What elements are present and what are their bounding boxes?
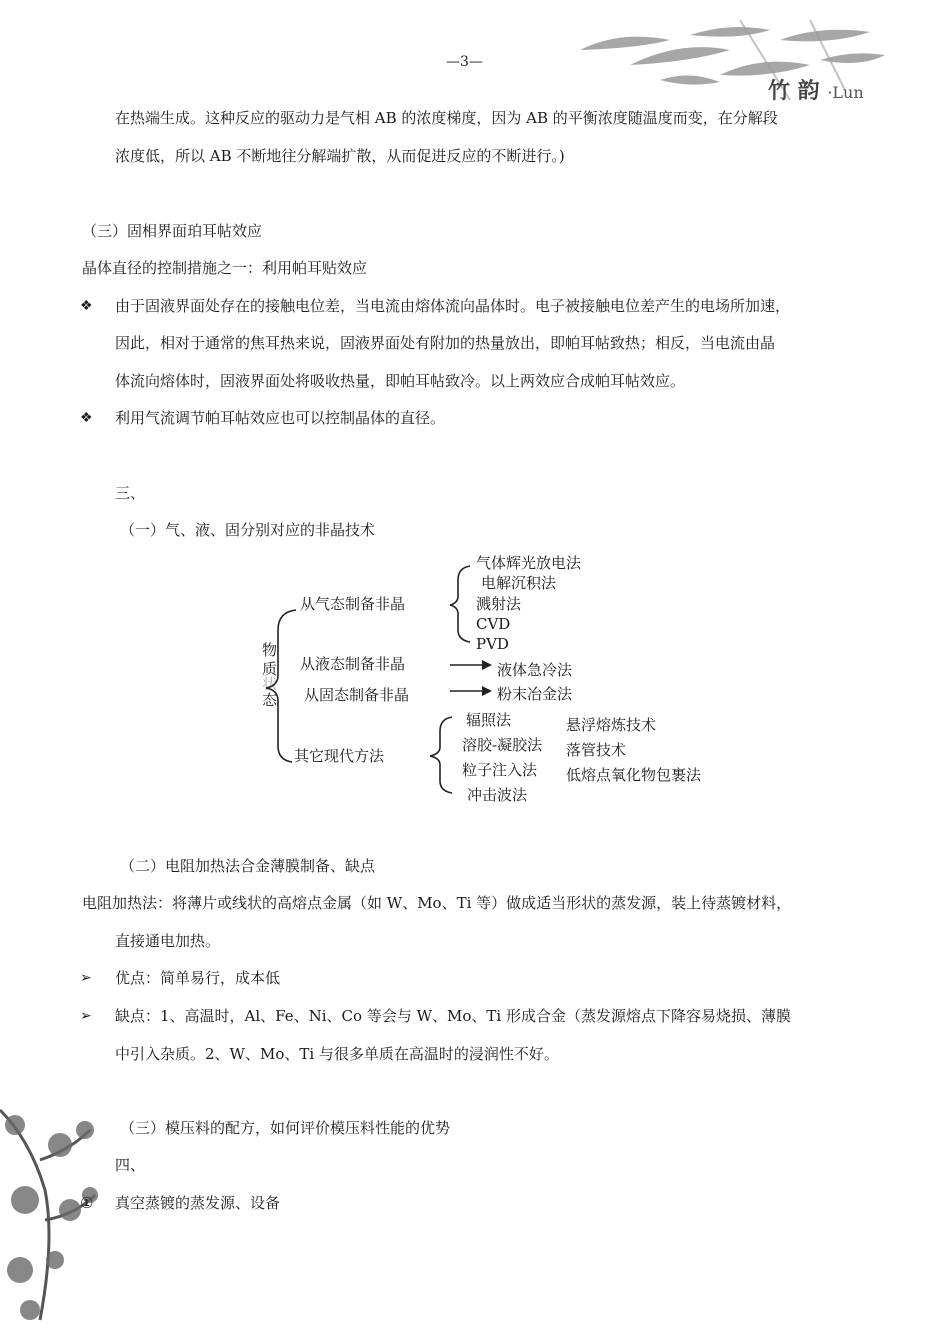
- gas-method: 电解沉积法: [481, 574, 557, 592]
- solid-branch-label: 从固态制备非晶: [304, 686, 410, 704]
- other-method: 辐照法: [466, 711, 512, 729]
- definition-line: 电阻加热法：将薄片或线状的高熔点金属（如 W、Mo、Ti 等）做成适当形状的蒸发源，装上待蒸镀材料，: [82, 894, 792, 912]
- section-title: 四、: [115, 1156, 146, 1174]
- other-method: 落管技术: [566, 741, 627, 759]
- disadvantage-line: 缺点：1、高温时，Al、Fe、Ni、Co 等会与 W、Mo、Ti 形成合金（蒸发源熔点下降容易烧损、薄膜: [115, 1007, 791, 1025]
- root-label-char: 质: [262, 660, 278, 678]
- other-brace: [430, 717, 452, 793]
- solid-arrow-head: [482, 686, 492, 696]
- other-method: 粒子注入法: [462, 761, 538, 779]
- diamond-bullet-icon: ❖: [80, 410, 93, 426]
- circled-number-icon: ①: [80, 1194, 94, 1212]
- diamond-bullet-icon: ❖: [80, 298, 93, 314]
- advantage-text: 优点：简单易行，成本低: [115, 969, 281, 987]
- paragraph-line: 浓度低，所以 AB 不断地往分解端扩散，从而促进反应的不断进行。): [115, 147, 565, 165]
- solid-method: 粉末冶金法: [497, 685, 573, 703]
- gas-method: PVD: [476, 635, 509, 653]
- section-heading: （一）气、液、固分别对应的非晶技术: [120, 521, 376, 539]
- disadvantage-line: 中引入杂质。2、W、Mo、Ti 与很多单质在高温时的浸润性不好。: [115, 1045, 559, 1063]
- liquid-method: 液体急冷法: [497, 661, 573, 679]
- arrow-bullet-icon: ➢: [80, 1008, 92, 1024]
- paragraph-line: 在热端生成。这种反应的驱动力是气相 AB 的浓度梯度，因为 AB 的平衡浓度随温度而变，在分解段: [115, 109, 778, 127]
- section-heading: （二）电阻加热法合金薄膜制备、缺点: [120, 857, 376, 875]
- gas-method: 气体辉光放电法: [476, 554, 582, 572]
- section-subheading: 晶体直径的控制措施之一：利用帕耳贴效应: [82, 259, 368, 277]
- other-branch-label: 其它现代方法: [294, 747, 385, 765]
- logo-suffix: ·Lun: [827, 83, 864, 102]
- definition-line: 直接通电加热。: [115, 932, 221, 950]
- other-method: 冲击波法: [467, 786, 528, 804]
- section-title: 三、: [115, 484, 146, 502]
- list-item: 真空蒸镀的蒸发源、设备: [115, 1194, 281, 1212]
- other-method: 溶胶-凝胶法: [462, 736, 543, 754]
- arrow-bullet-icon: ➢: [80, 970, 92, 986]
- bullet-line: 因此，相对于通常的焦耳热来说，固液界面处有附加的热量放出，即帕耳帖致热；相反，当电流由晶: [115, 334, 776, 352]
- page-number: —3—: [446, 54, 483, 70]
- gas-method: CVD: [476, 615, 511, 633]
- root-label-char: 态: [262, 691, 278, 709]
- liquid-branch-label: 从液态制备非晶: [300, 655, 406, 673]
- bullet-line: 由于固液界面处存在的接触电位差，当电流由熔体流向晶体时。电子被接触电位差产生的电场所加速，: [115, 297, 791, 315]
- logo-text: 竹 韵: [768, 78, 820, 104]
- gas-branch-label: 从气态制备非晶: [300, 595, 406, 613]
- bullet-line: 利用气流调节帕耳帖效应也可以控制晶体的直径。: [115, 409, 446, 427]
- section-heading: （三）固相界面珀耳帖效应: [82, 222, 263, 240]
- other-method: 低熔点氧化物包裹法: [566, 766, 702, 784]
- liquid-arrow-head: [482, 660, 492, 670]
- gas-brace: [450, 566, 470, 642]
- root-label-char: 状: [262, 675, 278, 693]
- root-label-char: 物: [262, 641, 278, 659]
- gas-method: 溅射法: [476, 595, 522, 613]
- section-heading: （三）模压料的配方，如何评价模压料性能的优势: [120, 1119, 451, 1137]
- other-method: 悬浮熔炼技术: [566, 716, 657, 734]
- bullet-line: 体流向熔体时，固液界面处将吸收热量，即帕耳帖致冷。以上两效应合成帕耳帖效应。: [115, 372, 686, 390]
